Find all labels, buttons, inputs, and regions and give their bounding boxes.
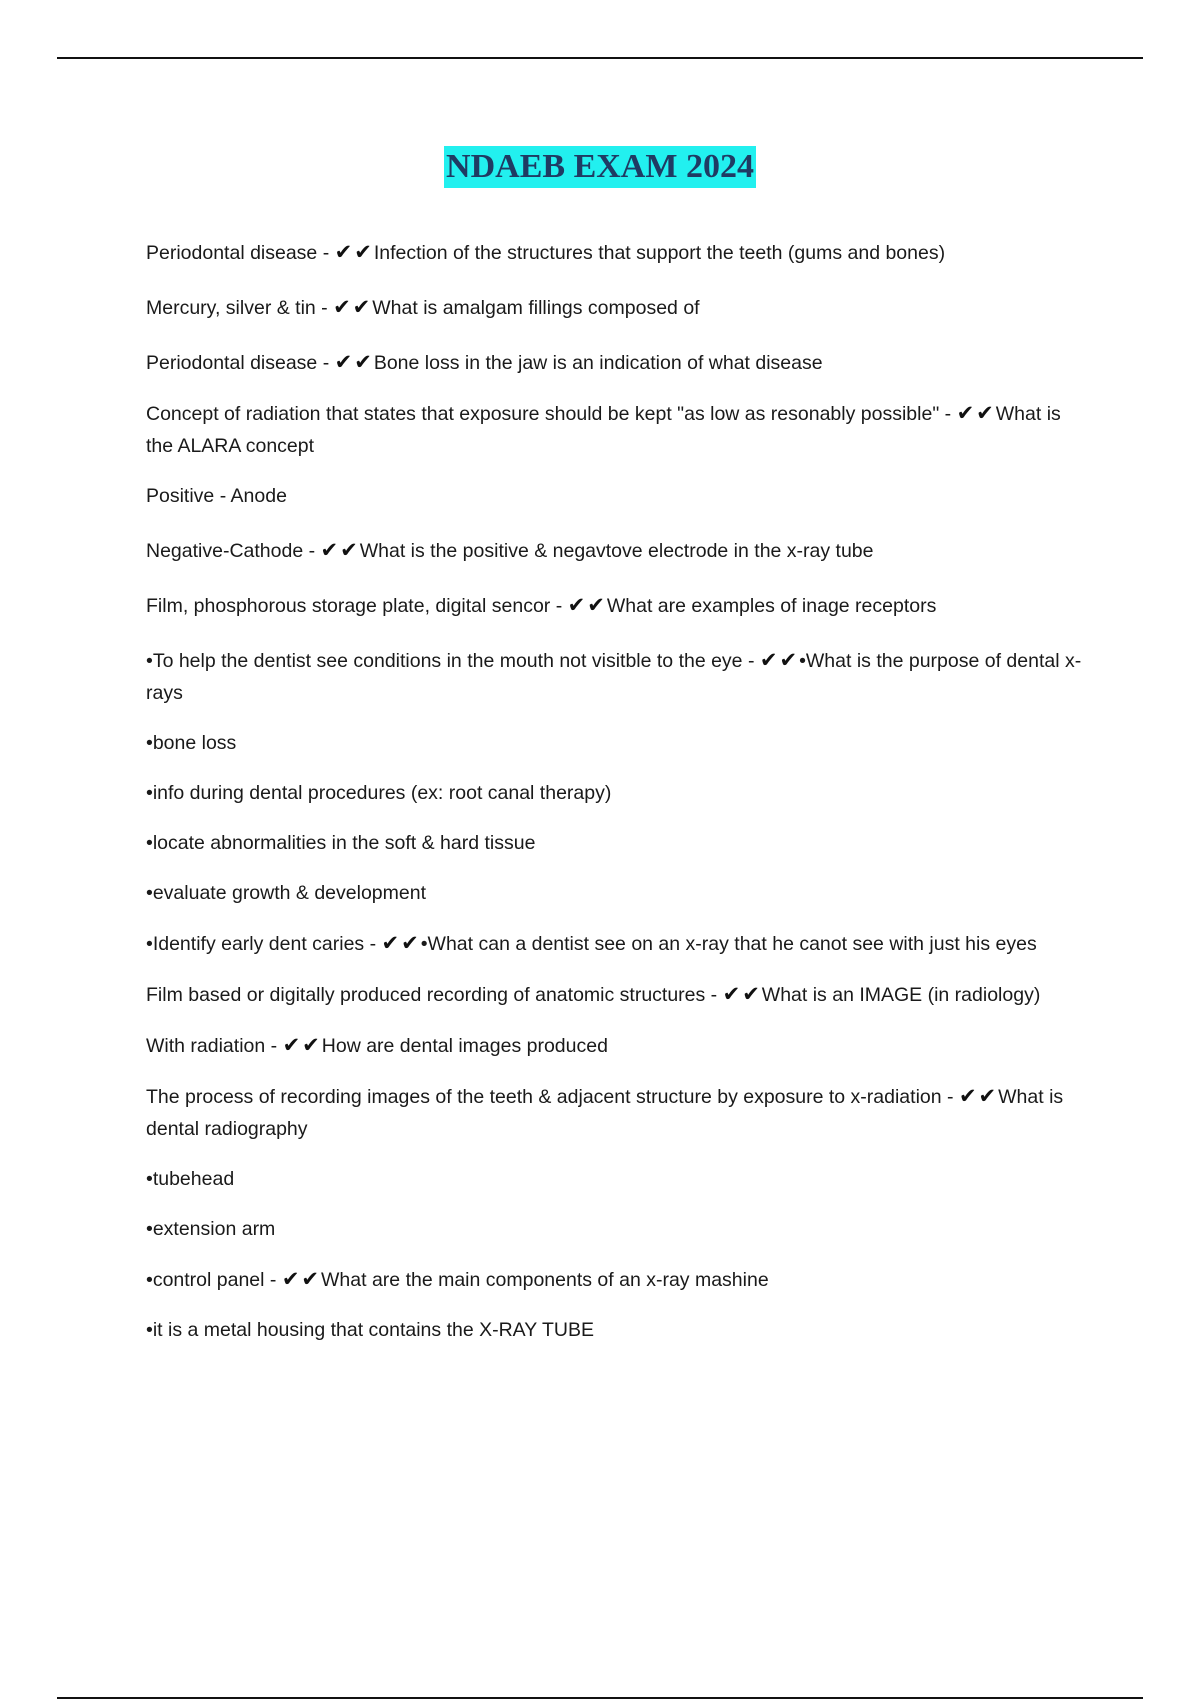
item-text: Positive - Anode: [146, 485, 287, 507]
checkmark-icon: ✔✔: [282, 1033, 322, 1057]
list-item: [146, 978, 1086, 1011]
checkmark-icon: ✔✔: [722, 982, 762, 1006]
question-text: •control panel -: [146, 1269, 282, 1291]
checkmark-icon: ✔✔: [759, 648, 800, 672]
checkmark-icon: ✔✔: [334, 240, 374, 264]
item-text: •it is a metal housing that contains the X-RAY TUBE: [146, 1319, 594, 1341]
question-text: Periodontal disease -: [146, 242, 335, 264]
question-text: Film, phosphorous storage plate, digital sencor -: [146, 595, 568, 617]
checkmark-icon: ✔✔: [956, 401, 996, 425]
title-container: [0, 146, 1200, 188]
list-item: [146, 1080, 1086, 1145]
question-text: •Identify early dent caries -: [146, 933, 382, 955]
question-text: Mercury, silver & tin -: [146, 297, 334, 319]
checkmark-icon: ✔✔: [334, 350, 374, 374]
question-text: Negative-Cathode -: [146, 540, 321, 562]
question-text: Periodontal disease -: [146, 352, 335, 374]
question-text: Film based or digitally produced recording of anatomic structures -: [146, 984, 723, 1006]
question-text: Concept of radiation that states that exposure should be kept "as low as resonably possible" -: [146, 403, 957, 425]
answer-text: Infection of the structures that support the teeth (gums and bones): [373, 242, 946, 264]
page-title: NDAEB EXAM 2024: [444, 146, 756, 188]
answer-text: What is dental radiography: [146, 1086, 1064, 1140]
answer-text: What is the positive & negavtove electrode in the x-ray tube: [359, 540, 874, 562]
answer-text: •What is the purpose of dental x-rays: [146, 650, 1082, 704]
answer-text: What are examples of inage receptors: [606, 595, 937, 617]
list-item: [146, 927, 1086, 960]
item-text: •evaluate growth & development: [146, 882, 426, 904]
list-item: [146, 534, 1086, 567]
item-text: •extension arm: [146, 1218, 276, 1240]
checkmark-icon: ✔✔: [958, 1084, 999, 1108]
list-item: [146, 291, 1086, 324]
answer-text: What is the ALARA concept: [146, 403, 1061, 457]
answer-text: What is an IMAGE (in radiology): [761, 984, 1041, 1006]
question-text: The process of recording images of the teeth & adjacent structure by exposure to x-radiation -: [146, 1086, 959, 1108]
item-text: •locate abnormalities in the soft & hard tissue: [146, 832, 536, 854]
answer-text: What is amalgam fillings composed of: [372, 297, 700, 319]
flashcard-list: [146, 236, 1086, 1346]
checkmark-icon: ✔✔: [567, 593, 607, 617]
checkmark-icon: ✔✔: [381, 931, 421, 955]
checkmark-icon: ✔✔: [333, 295, 373, 319]
list-item: [146, 1029, 1086, 1062]
answer-text: What are the main components of an x-ray mashine: [321, 1269, 769, 1291]
list-item: [146, 589, 1086, 622]
list-item: [146, 877, 1086, 909]
list-item: [146, 480, 1086, 512]
bottom-rule: [57, 1697, 1143, 1699]
list-item: [146, 1163, 1086, 1195]
list-item: [146, 777, 1086, 809]
answer-text: Bone loss in the jaw is an indication of what disease: [373, 352, 823, 374]
list-item: [146, 644, 1086, 709]
top-rule: [57, 57, 1143, 59]
list-item: [146, 346, 1086, 379]
list-item: [146, 727, 1086, 759]
question-text: •To help the dentist see conditions in the mouth not visitble to the eye -: [146, 650, 760, 672]
list-item: [146, 827, 1086, 859]
answer-text: •What can a dentist see on an x-ray that he canot see with just his eyes: [420, 933, 1037, 955]
list-item: [146, 1213, 1086, 1245]
checkmark-icon: ✔✔: [320, 538, 360, 562]
item-text: •tubehead: [146, 1168, 235, 1190]
item-text: •bone loss: [146, 732, 237, 754]
item-text: •info during dental procedures (ex: root canal therapy): [146, 782, 612, 804]
question-text: With radiation -: [146, 1035, 283, 1057]
list-item: [146, 236, 1086, 269]
list-item: [146, 1263, 1086, 1296]
checkmark-icon: ✔✔: [281, 1267, 322, 1291]
answer-text: How are dental images produced: [321, 1035, 608, 1057]
list-item: [146, 1314, 1086, 1346]
list-item: [146, 397, 1086, 462]
